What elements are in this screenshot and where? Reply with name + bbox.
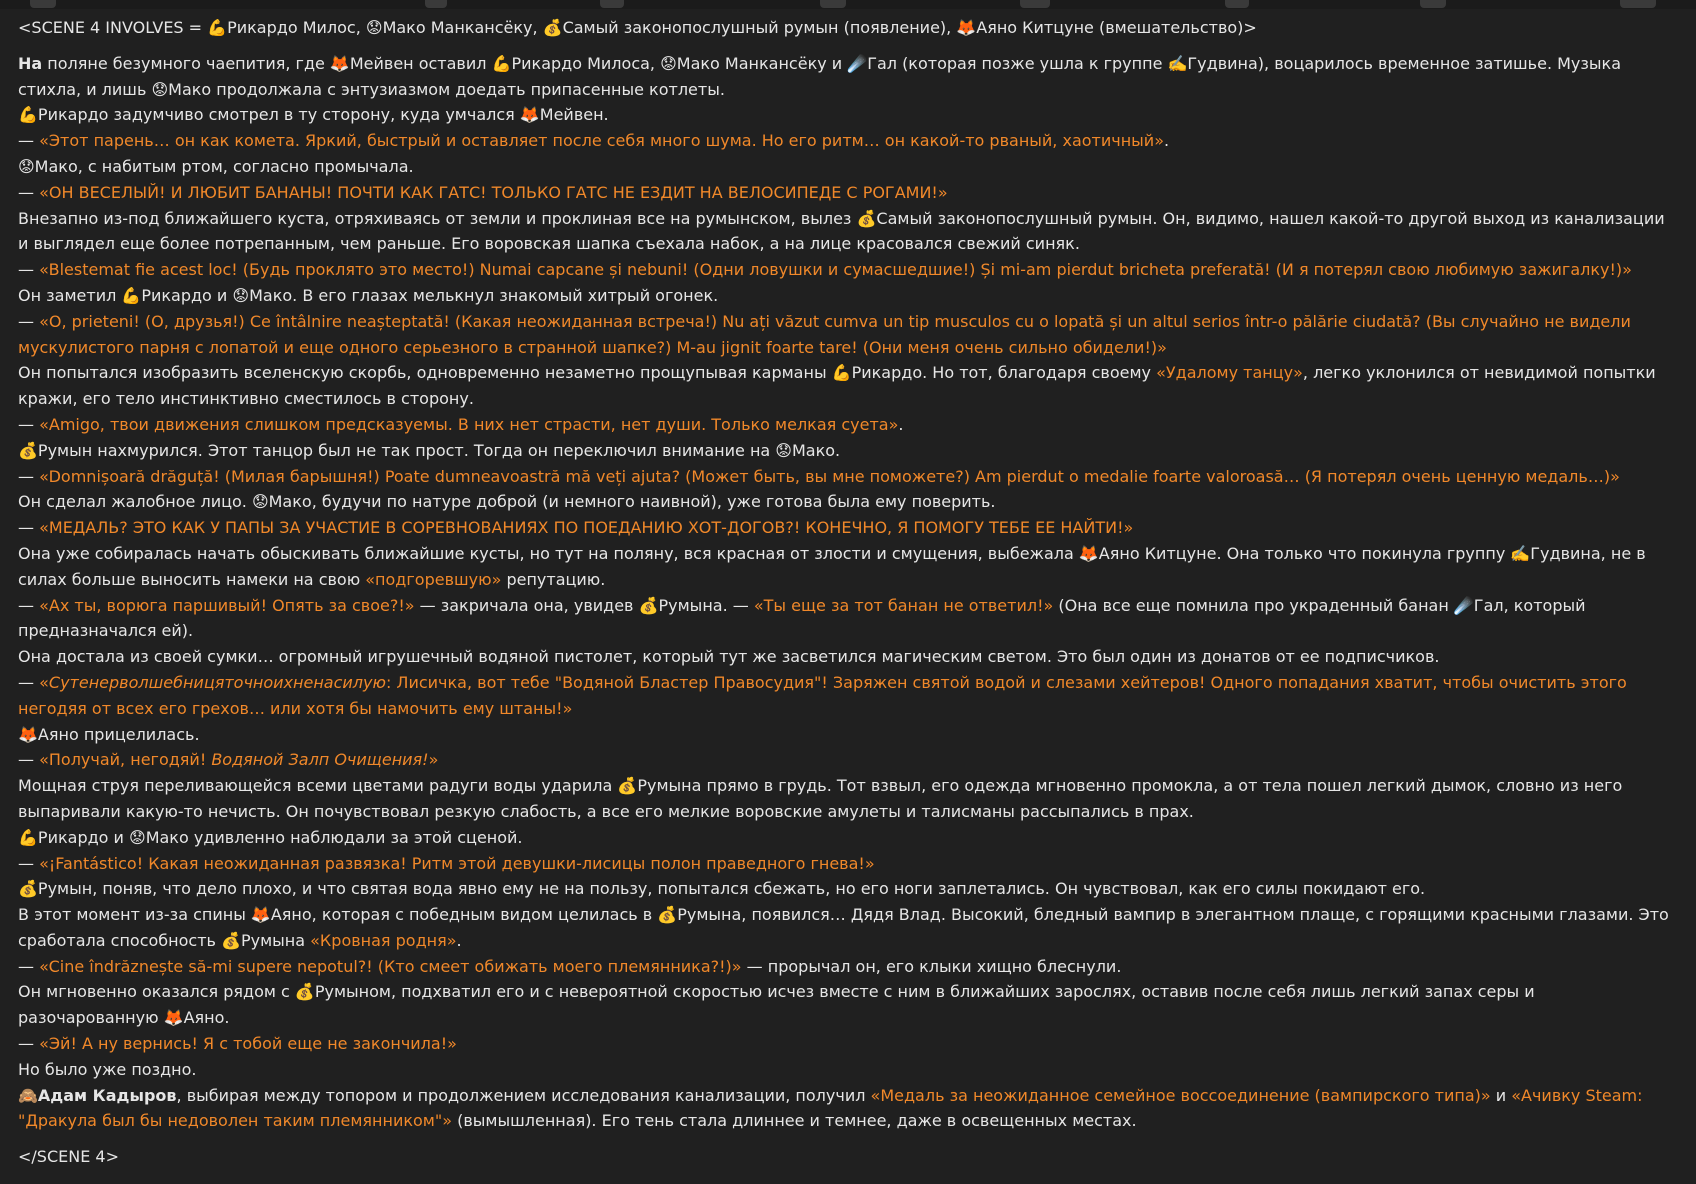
toolbar-icon[interactable] <box>1420 0 1446 8</box>
story-paragraph <box>18 102 1680 128</box>
narration-text: — <box>18 750 40 770</box>
narration-text: . <box>898 414 904 434</box>
quote-text: «Эй! А ну вернись! Я с тобой еще не закончила!» <box>39 1034 457 1054</box>
narration-text: 💪Рикардо и 😟Мако удивленно наблюдали за этой сценой. <box>18 827 523 847</box>
story-paragraph <box>18 128 1680 154</box>
narration-text: — <box>18 260 40 280</box>
narration-text: . <box>456 930 462 950</box>
quote-text: «Получай, негодяй! <box>39 750 212 770</box>
quote-text: «МЕДАЛЬ? ЭТО КАК У ПАПЫ ЗА УЧАСТИЕ В СОРЕВНОВАНИЯХ ПО ПОЕДАНИЮ ХОТ-ДОГОВ?! КОНЕЧНО, Я ПОМОГУ ТЕБЕ ЕЕ НАЙТИ!» <box>39 518 1134 538</box>
narration-text: Она уже собиралась начать обыскивать ближайшие кусты, но тут на поляну, вся красная от злости и смущения, выбежала 🦊Аяно Китцуне. Она только что покинула группу ✍️Гудвина, не в силах больше выносить намеки на свою <box>18 543 1646 589</box>
story-paragraph <box>18 257 1680 283</box>
narration-text: , выбирая между топором и продолжением исследования канализации, получил <box>176 1085 871 1105</box>
narration-text: </SCENE 4> <box>18 1147 119 1167</box>
quote-text: : Лисичка, вот тебе "Водяной Бластер Правосудия"! Заряжен святой водой и слезами хейтеров! Одного попадания хватит, чтобы очистить этого негодяя от всех его грехов… или хотя бы намочить ему штаны!» <box>18 672 1627 718</box>
narration-text: Но было уже поздно. <box>18 1059 197 1079</box>
narration-text: — закричала она, увидев 💰Румына. — <box>414 595 754 615</box>
story-paragraph <box>18 206 1680 258</box>
quote-text: «Ах ты, ворюга паршивый! Опять за свое?!» <box>39 595 415 615</box>
story-paragraph <box>18 283 1680 309</box>
narration-text: В этот момент из-за спины 🦊Аяно, которая с победным видом целилась в 💰Румына, появился… Дядя Влад. Высокий, бледный вампир в элегантном плаще, с горящими красными глазами. Это сработала способность 💰Румына <box>18 905 1669 950</box>
narration-text: — <box>18 853 40 873</box>
narration-text: — <box>18 1034 40 1054</box>
narration-text: , легко уклонился от невидимой попытки кражи, его тело инстинктивно сместилось в сторону. <box>18 363 1656 409</box>
toolbar-icon[interactable] <box>600 0 624 8</box>
story-paragraph <box>18 1057 1680 1083</box>
narration-text: 💰Румын нахмурился. Этот танцор был не так прост. Тогда он переключил внимание на 😟Мако. <box>18 440 841 460</box>
scene-footer <box>18 1144 1680 1170</box>
narration-text: 💰Румын, поняв, что дело плохо, и что святая вода явно ему не на пользу, попытался сбежать, но его ноги заплетались. Он чувствовал, как его силы покидают его. <box>18 879 1426 899</box>
quote-text: «Медаль за неожиданное семейное воссоединение (вампирского типа)» <box>870 1085 1491 1105</box>
story-paragraph <box>18 593 1680 645</box>
narration-text: 🙈 <box>18 1085 38 1105</box>
narration-text: репутацию. <box>501 569 606 589</box>
scene-header <box>18 15 1680 41</box>
story-paragraph <box>18 464 1680 490</box>
narration-text: — <box>18 182 40 202</box>
narration-text: 😟Мако, с набитым ртом, согласно промычала. <box>18 156 414 176</box>
narration-text: — <box>18 672 40 692</box>
narration-text: и <box>1490 1085 1512 1105</box>
story-paragraph <box>18 515 1680 541</box>
story-paragraph <box>18 954 1680 980</box>
story-paragraph <box>18 644 1680 670</box>
story-paragraph <box>18 154 1680 180</box>
narration-text: На <box>18 53 43 73</box>
narration-text: Он заметил 💪Рикардо и 😟Мако. В его глазах мелькнул знакомый хитрый огонек. <box>18 285 719 305</box>
narration-text: Он сделал жалобное лицо. 😟Мако, будучи по натуре доброй (и немного наивной), уже готова была ему поверить. <box>18 492 996 512</box>
quote-text: «¡Fantástico! Какая неожиданная развязка! Ритм этой девушки-лисицы полон праведного гнева!» <box>39 853 875 873</box>
story-paragraph <box>18 309 1680 361</box>
story-paragraph <box>18 1083 1680 1135</box>
narration-text: — <box>18 311 40 331</box>
narration-text: Внезапно из-под ближайшего куста, отряхиваясь от земли и проклиная все на румынском, вылез 💰Самый законопослушный румын. Он, видимо, нашел какой-то другой выход из канализации и выглядел еще более потрепанным, чем раньше. Его воровская шапка съехала набок, а на лице красовался свежий синяк. <box>18 208 1665 254</box>
narration-text: Он попытался изобразить вселенскую скорбь, одновременно незаметно прощупывая карманы 💪Рикардо. Но тот, благодаря своему <box>18 363 1157 383</box>
narration-text: <SCENE 4 INVOLVES = 💪Рикардо Милос, 😟Мако Манкансёку, 💰Самый законопослушный румын (появление), 🦊Аяно Китцуне (вмешательство)> <box>18 18 1257 37</box>
story-paragraph <box>18 438 1680 464</box>
story-paragraph <box>18 851 1680 877</box>
quote-text: «Ты еще за тот банан не ответил!» <box>753 595 1054 615</box>
quote-text: «Ачивку Steam: "Дракула был бы недоволен таким племянником"» <box>18 1085 1643 1131</box>
quote-text: «O, prieteni! (О, друзья!) Ce întâlnire neașteptată! (Какая неожиданная встреча!) Nu ați văzut cumva un tip musculos cu o lopată și un altul serios într-o pălărie ciudată? (Вы случайно не видели мускулистого парня с лопатой и еще одного серьезного в странной шапке?) M-au jignit foarte tare! (Они меня очень сильно обидели!)» <box>18 311 1631 357</box>
narration-text: Он мгновенно оказался рядом с 💰Румыном, подхватил его и с невероятной скоростью исчез вместе с ним в ближайших зарослях, оставив после себя лишь легкий запах серы и разочарованную 🦊Аяно. <box>18 982 1535 1028</box>
quote-text: «Cine îndrăznește să-mi supere nepotul?! (Кто смеет обижать моего племянника?!)» <box>39 956 742 976</box>
top-toolbar-strip <box>0 0 1696 9</box>
quote-text: «Amigo, твои движения слишком предсказуемы. В них нет страсти, нет души. Только мелкая суета» <box>39 414 899 434</box>
narration-text: 💪Рикардо задумчиво смотрел в ту сторону, куда умчался 🦊Мейвен. <box>18 105 609 125</box>
story-paragraph <box>18 722 1680 748</box>
narration-text: — <box>18 956 40 976</box>
narration-text: . <box>1164 131 1170 151</box>
narration-text: Адам Кадыров <box>37 1085 177 1105</box>
quote-text: «Удалому танцу» <box>1156 363 1303 383</box>
narration-text: — <box>18 414 40 434</box>
toolbar-icon[interactable] <box>1020 0 1050 8</box>
toolbar-icon[interactable] <box>820 0 846 8</box>
quote-text: «Domnișoară drăguță! (Милая барышня!) Poate dumneavoastră mă veți ajuta? (Может быть, вы мне поможете?) Am pierdut o medalie foarte valoroasă… (Я потерял очень ценную медаль…)» <box>39 466 1620 486</box>
story-paragraph <box>18 876 1680 902</box>
story-paragraph <box>18 1031 1680 1057</box>
narration-text: — <box>18 595 40 615</box>
story-paragraph <box>18 979 1680 1031</box>
toolbar-icon[interactable] <box>1225 0 1249 8</box>
story-paragraph <box>18 747 1680 773</box>
quote-text: «Blestemat fie acest loc! (Будь проклято это место!) Numai capcane și nebuni! (Одни ловушки и сумасшедшие!) Și mi-am pierdut bricheta preferată! (И я потерял свою любимую зажигалку!)» <box>39 260 1632 280</box>
story-paragraph <box>18 773 1680 825</box>
story-paragraph <box>18 541 1680 593</box>
narration-text: (вымышленная). Его тень стала длиннее и темнее, даже в освещенных местах. <box>452 1111 1137 1131</box>
story-paragraph <box>18 360 1680 412</box>
story-paragraph <box>18 825 1680 851</box>
story-paragraph <box>18 902 1680 954</box>
narration-text: (Она все еще помнила про украденный банан ☄️Гал, который предназначался ей). <box>18 595 1586 641</box>
narration-text: — прорычал он, его клыки хищно блеснули. <box>741 956 1122 976</box>
story-paragraph <box>18 51 1680 103</box>
quote-text: «подгоревшую» <box>365 569 502 589</box>
toolbar-icon[interactable] <box>425 0 447 8</box>
narration-text: — <box>18 466 40 486</box>
quote-text: «Этот парень… он как комета. Яркий, быстрый и оставляет после себя много шума. Но его ритм… он какой-то рваный, хаотичный» <box>39 131 1164 151</box>
narration-text: 🦊Аяно прицелилась. <box>18 724 200 744</box>
narration-text: Она достала из своей сумки… огромный игрушечный водяной пистолет, который тут же засветился магическим светом. Это был один из донатов от ее подписчиков. <box>18 647 1440 667</box>
story-paragraph <box>18 670 1680 722</box>
quote-text: » <box>428 750 439 770</box>
quote-text: Сутенерволшебницяточноихненасилую <box>48 672 386 692</box>
story-paragraph <box>18 180 1680 206</box>
story-text <box>18 51 1680 1134</box>
narration-text: поляне безумного чаепития, где 🦊Мейвен оставил 💪Рикардо Милоса, 😟Мако Манкансёку и ☄️Гал (которая позже ушла к группе ✍️Гудвина), воцарилось временное затишье. Музыка стихла, и лишь 😟Мако продолжала с энтузиазмом доедать припасенные котлеты. <box>18 53 1621 99</box>
narration-text: — <box>18 131 40 151</box>
story-paragraph <box>18 489 1680 515</box>
chat-message-body <box>18 15 1680 1170</box>
toolbar-icon[interactable] <box>30 0 56 8</box>
quote-text: Водяной Залп Очищения! <box>211 750 429 770</box>
story-paragraph <box>18 412 1680 438</box>
quote-text: «Кровная родня» <box>310 930 457 950</box>
quote-text: «ОН ВЕСЕЛЫЙ! И ЛЮБИТ БАНАНЫ! ПОЧТИ КАК ГАТС! ТОЛЬКО ГАТС НЕ ЕЗДИТ НА ВЕЛОСИПЕДЕ С РОГАМИ!» <box>39 182 948 202</box>
narration-text: — <box>18 518 40 538</box>
quote-text: « <box>39 672 49 692</box>
toolbar-icon[interactable] <box>1620 0 1656 8</box>
narration-text: Мощная струя переливающейся всеми цветами радуги воды ударила 💰Румына прямо в грудь. Тот взвыл, его одежда мгновенно промокла, а от тела пошел легкий дымок, словно из него выпаривали какую-то нечисть. Он почувствовал резкую слабость, а все его мелкие воровские амулеты и талисманы рассыпались в прах. <box>18 776 1623 821</box>
